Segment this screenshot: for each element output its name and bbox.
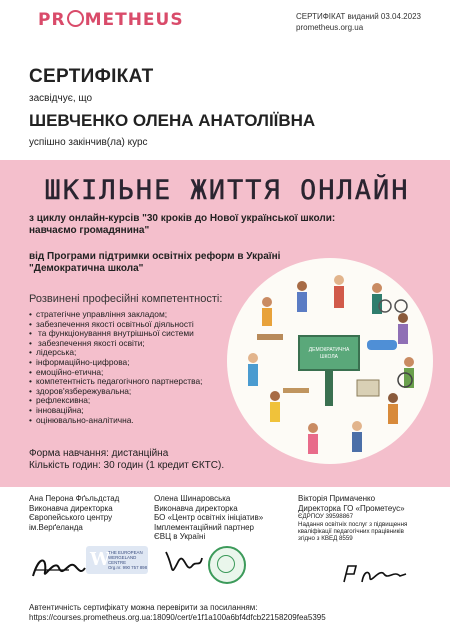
bicycle-wheel: [395, 300, 407, 312]
site-link[interactable]: prometheus.org.ua: [296, 23, 364, 32]
board-text-2: ШКОЛА: [320, 354, 338, 360]
completed-text: успішно закінчив(ла) курс: [29, 137, 148, 148]
signatory-role: Виконавча директорка: [154, 503, 238, 513]
signatory-role: Директорка ГО «Прометеус»: [298, 503, 405, 513]
verification-footer: [29, 603, 326, 623]
school-life-illustration: [227, 258, 433, 464]
competence-item: • забезпечення якості освітньої діяльності: [29, 320, 229, 330]
header: [0, 0, 450, 44]
competence-item: • та функціонування внутрішньої системи: [29, 329, 229, 339]
blackboard: [299, 336, 359, 370]
board-text-1: ДЕМОКРАТИЧНА: [308, 347, 350, 353]
competences-list: [29, 310, 229, 425]
stamp-line: Org.nr. 990 757 898: [108, 565, 148, 570]
verification-link[interactable]: https://courses.prometheus.org.ua:18090/cert/e1f1a100a6bf4dfcb22158209fea5395: [29, 613, 326, 622]
signatory-name: Ана Перона Фґьльдстад: [29, 494, 120, 503]
table: [283, 388, 309, 393]
competence-item: • інноваційна;: [29, 406, 229, 416]
course-series: [29, 213, 359, 237]
competence-item: • забезпечення якості освіти;: [29, 339, 229, 349]
signature-3: [340, 560, 410, 588]
stamp-text: [108, 550, 147, 570]
signatory-detail: ЄДРПОУ 39598867: [298, 513, 354, 521]
signatory-3: [298, 494, 438, 543]
recipient-name: ШЕВЧЕНКО ОЛЕНА АНАТОЛІЇВНА: [29, 111, 316, 130]
signatory-detail: Надання освітніх послуг з підвищення: [298, 520, 408, 528]
study-form: Форма навчання: дистанційна: [29, 448, 169, 459]
series-line-2: навчаємо громадянина": [29, 225, 150, 236]
signature-1: [29, 550, 89, 584]
competences-heading: Розвинені професійні компетентності:: [29, 293, 223, 305]
bulb-icon: [67, 10, 84, 27]
certificate-title: СЕРТИФІКАТ: [29, 66, 154, 87]
wergeland-stamp: [86, 546, 148, 574]
series-line-1: з циклу онлайн-курсів "30 кроків до Нової української школи:: [29, 213, 336, 224]
study-info: [29, 448, 224, 472]
issue-date: СЕРТИФІКАТ виданий 03.04.2023: [296, 12, 421, 21]
competence-item: • інформаційно-цифрова;: [29, 358, 229, 368]
prometheus-logo: PR METHEUS: [38, 10, 184, 30]
verification-text: Автентичність сертифікату можна перевірити за посиланням:: [29, 603, 258, 612]
signatory-detail: кваліфікації педагогічних працівників: [298, 528, 404, 535]
competence-item: • рефлексивна;: [29, 396, 229, 406]
signatory-role: БО «Центр освітніх ініціатив»: [154, 513, 264, 523]
board-stand: [325, 370, 333, 406]
stamp-line: CENTRE: [108, 560, 127, 565]
desk: [257, 334, 283, 340]
competence-item: • стратегічне управління закладом;: [29, 310, 229, 320]
sofa: [367, 340, 397, 350]
green-seal: [208, 546, 246, 584]
competence-item: • оцінювально-аналітична.: [29, 416, 229, 426]
signatory-name: Вікторія Примаченко: [298, 494, 376, 503]
competence-item: • емоційно-етична;: [29, 368, 229, 378]
study-hours: Кількість годин: 30 годин (1 кредит ЄКТС).: [29, 460, 225, 471]
signatory-role: Європейського центру: [29, 513, 113, 523]
certifies-text: засвідчує, що: [29, 93, 93, 104]
signatory-2: [154, 494, 284, 542]
competence-item: • здоров'язбережувальна;: [29, 387, 229, 397]
signatory-detail: згідно з КВЕД 8559: [298, 535, 353, 543]
stamp-line: WERGELAND: [108, 555, 137, 560]
competence-item: • лідерська;: [29, 348, 229, 358]
program-line-2: "Демократична школа": [29, 263, 144, 274]
stamp-line: THE EUROPEAN: [108, 550, 143, 555]
course-title: ШКІЛЬНЕ ЖИТТЯ ОНЛАЙН: [44, 175, 410, 206]
stamp-w: W: [90, 549, 111, 570]
illustration-svg: [227, 258, 433, 464]
signatory-name: Олена Шинаровська: [154, 494, 231, 503]
signatory-role: ЄВЦ в Україні: [154, 532, 206, 542]
bookshelf: [357, 380, 379, 396]
competence-item: • компетентність педагогічного партнерства;: [29, 377, 229, 387]
issue-info: [296, 11, 421, 33]
signatory-role: ім.Верґеланда: [29, 522, 83, 532]
signatory-role: Виконавча директорка: [29, 503, 113, 513]
signatory-1: [29, 494, 147, 532]
signature-2: [160, 548, 206, 580]
program-line-1: від Програми підтримки освітніх реформ в Україні: [29, 251, 281, 262]
signatory-role: Імплементаційний партнер: [154, 522, 255, 532]
